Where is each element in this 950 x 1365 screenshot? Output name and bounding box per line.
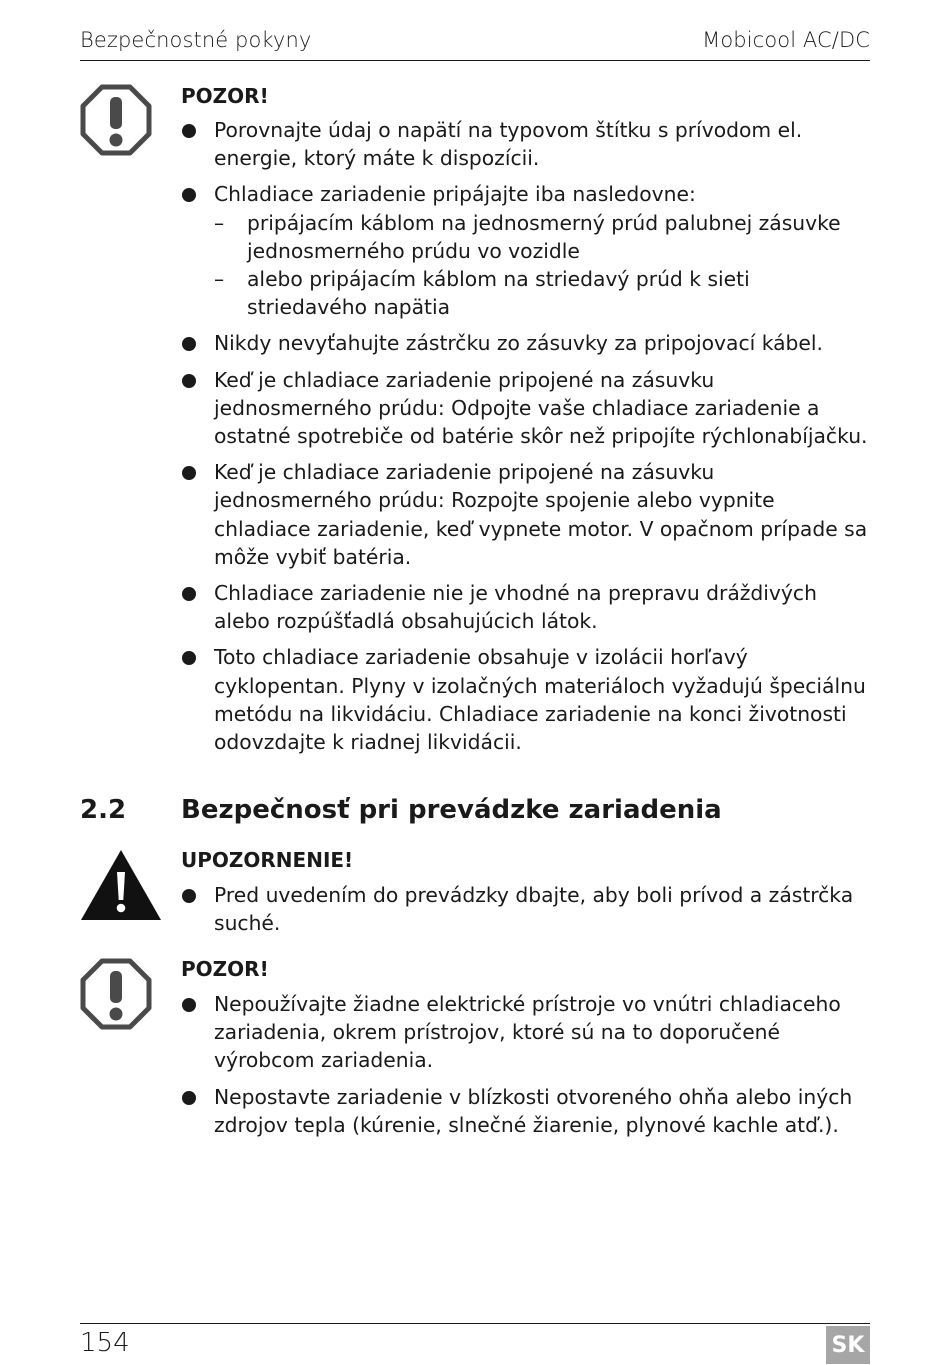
list-item: Keď je chladiace zariadenie pripojené na zásuvku jednosmerného prúdu: Rozpojte spojenie alebo vypnite chladiace zariadenie, keď vypnete motor. V opačnom prípade sa môže vybiť batéria. [181,458,871,571]
page-footer [80,1323,870,1358]
warning-triangle-icon [80,848,162,922]
header-chapter-title: Bezpečnostné pokyny [80,28,312,52]
list-item: Toto chladiace zariadenie obsahuje v izolácii horľavý cyklopentan. Plyny v izolačných materiáloch vyžadujú špeciálnu metódu na likvidáciu. Chladiace zariadenie na konci životnosti odovzdajte k riadnej likvidácii. [181,643,871,756]
list-item: Nepoužívajte žiadne elektrické prístroje vo vnútri chladiaceho zariadenia, okrem prístrojov, ktoré sú na to doporučené výrobcom zariadenia. [181,990,871,1075]
caution-octagon-icon [80,958,152,1030]
caution-octagon-icon [80,84,152,156]
list-item: Nikdy nevyťahujte zástrčku zo zásuvky za pripojovací kábel. [181,329,871,357]
list-item: Keď je chladiace zariadenie pripojené na zásuvku jednosmerného prúdu: Odpojte vaše chladiace zariadenie a ostatné spotrebiče od batérie skôr než pripojíte rýchlonabíjačku. [181,366,871,451]
list-item: Pred uvedením do prevádzky dbajte, aby boli prívod a zástrčka suché. [181,881,871,937]
sub-list-item: – pripájacím káblom na jednosmerný prúd palubnej zásuvke jednosmerného prúdu vo vozidle [214,209,871,265]
language-badge: SK [826,1326,870,1364]
caution-heading: POZOR! [181,957,269,981]
warning-heading: UPOZORNENIE! [181,848,354,872]
sub-list-item: – alebo pripájacím káblom na striedavý prúd k sieti striedavého napätia [214,265,871,321]
caution-heading: POZOR! [181,84,269,108]
section-number: 2.2 [80,795,127,825]
section-title: Bezpečnosť pri prevádzke zariadenia [181,795,722,825]
warning-list [181,881,871,945]
page-header [80,28,870,61]
caution-list [181,116,871,764]
list-item: Nepostavte zariadenie v blízkosti otvoreného ohňa alebo iných zdrojov tepla (kúrenie, slnečné žiarenie, plynové kachle atď.). [181,1083,871,1139]
sub-list [214,209,871,322]
page-number: 154 [80,1328,130,1358]
header-product-name: Mobicool AC/DC [702,28,870,52]
list-item: Chladiace zariadenie nie je vhodné na prepravu dráždivých alebo rozpúšťadlá obsahujúcich látok. [181,579,871,635]
list-item: Chladiace zariadenie pripájajte iba nasledovne: – pripájacím káblom na jednosmerný prúd palubnej zásuvke jednosmerného prúdu vo vozidle – alebo pripájacím káblom na striedavý prúd k sieti striedavého napätia [181,180,871,321]
list-item: Porovnajte údaj o napätí na typovom štítku s prívodom el. energie, ktorý máte k dispozícii. [181,116,871,172]
caution-list [181,990,871,1147]
